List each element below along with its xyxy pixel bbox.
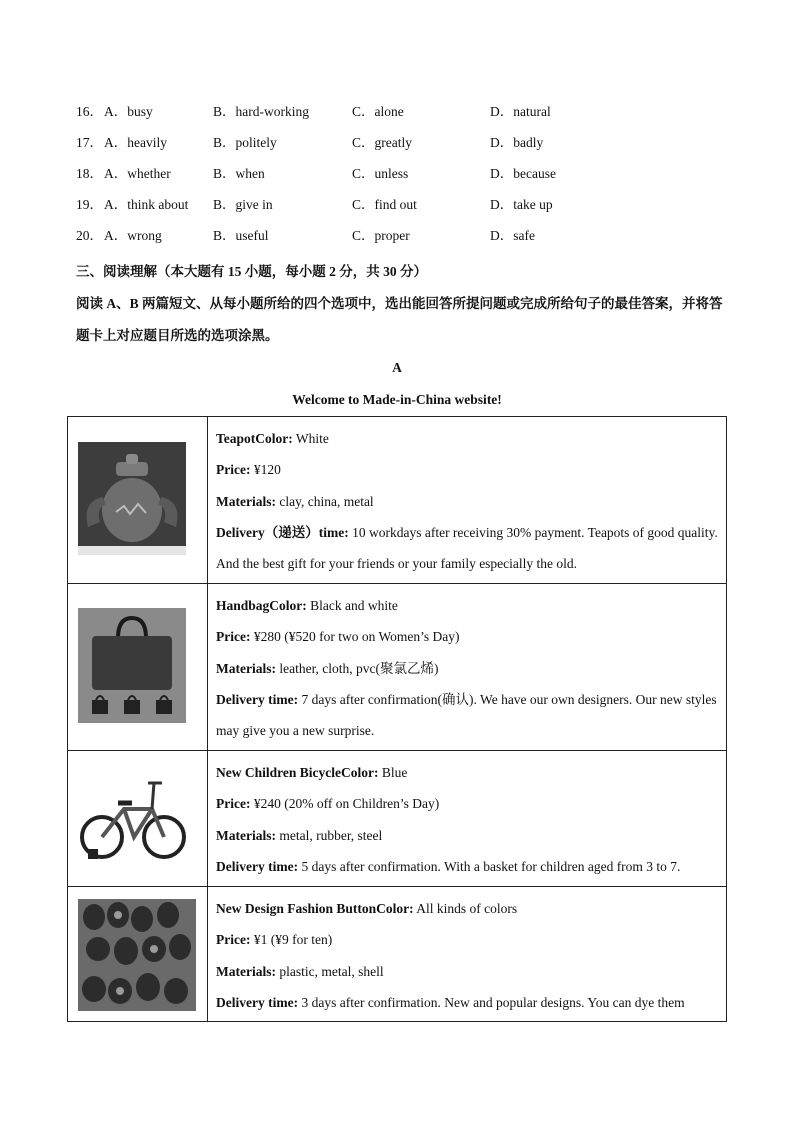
materials-line bbox=[216, 486, 726, 517]
question-number: 17． bbox=[76, 135, 103, 150]
option-d: D．take up bbox=[490, 197, 553, 212]
materials-value: metal, rubber, steel bbox=[275, 827, 383, 843]
option-c: C．find out bbox=[352, 197, 417, 212]
bicycle-image bbox=[78, 773, 188, 865]
delivery-label: Delivery time: bbox=[216, 691, 299, 707]
option-b: B．useful bbox=[213, 228, 269, 243]
option-b: B．give in bbox=[213, 197, 273, 212]
materials-value: plastic, metal, shell bbox=[275, 963, 384, 979]
question-row-18 bbox=[76, 164, 726, 184]
passage-title: Welcome to Made-in-China website! bbox=[292, 392, 502, 407]
option-c: C．unless bbox=[352, 166, 409, 181]
option-d: D．safe bbox=[490, 228, 535, 243]
option-a: A．think about bbox=[104, 197, 189, 212]
materials-value: leather, cloth, pvc(聚氯乙烯) bbox=[275, 660, 439, 676]
delivery-value: 3 days after confirmation. New and popular designs. You can dye them bbox=[298, 994, 685, 1010]
product-name-line bbox=[216, 893, 726, 924]
option-d: D．natural bbox=[490, 104, 551, 119]
color-label: Color: bbox=[341, 765, 379, 780]
option-b: B．when bbox=[213, 166, 265, 181]
price-label: Price: bbox=[216, 796, 251, 812]
color-value: White bbox=[292, 431, 329, 446]
image-cell bbox=[68, 417, 208, 584]
passage-letter: A bbox=[392, 360, 402, 375]
teapot-image bbox=[78, 442, 186, 555]
materials-label: Materials: bbox=[216, 493, 276, 509]
image-cell bbox=[68, 751, 208, 887]
color-value: Black and white bbox=[306, 598, 398, 613]
product-table bbox=[67, 416, 727, 1022]
materials-line bbox=[216, 653, 726, 684]
question-number: 20． bbox=[76, 228, 103, 243]
option-b: B．politely bbox=[213, 135, 277, 150]
option-a: A．whether bbox=[104, 166, 171, 181]
question-number: 19． bbox=[76, 197, 103, 212]
delivery-value: 5 days after confirmation. With a basket for children aged from 3 to 7. bbox=[298, 858, 681, 874]
product-name-line bbox=[216, 423, 726, 454]
delivery-line bbox=[216, 517, 726, 580]
materials-label: Materials: bbox=[216, 660, 276, 676]
product-name: Handbag bbox=[216, 598, 270, 613]
materials-line bbox=[216, 956, 726, 987]
image-cell bbox=[68, 887, 208, 1022]
question-row-20 bbox=[76, 226, 726, 246]
price-value: ¥1 (¥9 for ten) bbox=[250, 932, 333, 948]
color-value: Blue bbox=[378, 765, 408, 780]
materials-value: clay, china, metal bbox=[275, 493, 374, 509]
product-name: New Children Bicycle bbox=[216, 765, 341, 780]
product-name: New Design Fashion Button bbox=[216, 901, 377, 916]
price-line bbox=[216, 621, 726, 652]
price-line bbox=[216, 924, 726, 955]
color-value: All kinds of colors bbox=[413, 901, 518, 916]
product-info-teapot bbox=[208, 417, 727, 584]
option-a: A．wrong bbox=[104, 228, 162, 243]
option-c: C．greatly bbox=[352, 135, 412, 150]
materials-line bbox=[216, 820, 726, 851]
handbag-image bbox=[78, 608, 186, 723]
option-c: C．alone bbox=[352, 104, 404, 119]
question-row-17 bbox=[76, 133, 726, 153]
delivery-value: 10 workdays after receiving 30% payment. Teapots of good quality. And the best gift for your friends or your family especially the old. bbox=[216, 524, 718, 572]
delivery-line bbox=[216, 684, 726, 747]
table-row bbox=[68, 751, 727, 887]
option-a: A．heavily bbox=[104, 135, 167, 150]
buttons-image bbox=[78, 899, 196, 1011]
image-cell bbox=[68, 584, 208, 751]
price-label: Price: bbox=[216, 462, 251, 478]
product-name: Teapot bbox=[216, 431, 256, 446]
delivery-label: Delivery time: bbox=[216, 994, 299, 1010]
product-info-handbag bbox=[208, 584, 727, 751]
option-d: D．because bbox=[490, 166, 556, 181]
delivery-line bbox=[216, 987, 726, 1018]
price-line bbox=[216, 788, 726, 819]
option-b: B．hard-working bbox=[213, 104, 309, 119]
question-row-16 bbox=[76, 102, 726, 122]
option-c: C．proper bbox=[352, 228, 410, 243]
question-number: 18． bbox=[76, 166, 103, 181]
option-d: D．badly bbox=[490, 135, 544, 150]
price-value: ¥240 (20% off on Children’s Day) bbox=[250, 796, 440, 812]
price-value: ¥120 bbox=[250, 462, 281, 478]
section-instruction: 阅读 A、B 两篇短文、从每小题所给的四个选项中，选出能回答所提问题或完成所给句子的最佳答案，并将答题卡上对应题目所选的选项涂黑。 bbox=[76, 296, 723, 343]
product-info-bicycle bbox=[208, 751, 727, 887]
color-label: Color: bbox=[376, 901, 414, 916]
price-label: Price: bbox=[216, 629, 251, 645]
materials-label: Materials: bbox=[216, 827, 276, 843]
table-row bbox=[68, 584, 727, 751]
delivery-label: Delivery time: bbox=[216, 858, 299, 874]
price-line bbox=[216, 454, 726, 485]
color-label: Color: bbox=[255, 431, 293, 446]
section-heading: 三、阅读理解（本大题有 15 小题，每小题 2 分，共 30 分） bbox=[76, 264, 427, 279]
table-row bbox=[68, 887, 727, 1022]
table-row bbox=[68, 417, 727, 584]
option-a: A．busy bbox=[104, 104, 153, 119]
price-value: ¥280 (¥520 for two on Women’s Day) bbox=[250, 629, 460, 645]
delivery-label: Delivery（递送）time: bbox=[216, 524, 349, 540]
product-info-button bbox=[208, 887, 727, 1022]
materials-label: Materials: bbox=[216, 963, 276, 979]
product-name-line bbox=[216, 757, 726, 788]
delivery-line bbox=[216, 851, 726, 882]
question-number: 16． bbox=[76, 104, 103, 119]
product-name-line bbox=[216, 590, 726, 621]
price-label: Price: bbox=[216, 932, 251, 948]
question-row-19 bbox=[76, 195, 726, 215]
color-label: Color: bbox=[269, 598, 307, 613]
delivery-value: 7 days after confirmation(确认). We have our own designers. Our new styles may give you a new surprise. bbox=[216, 691, 717, 739]
